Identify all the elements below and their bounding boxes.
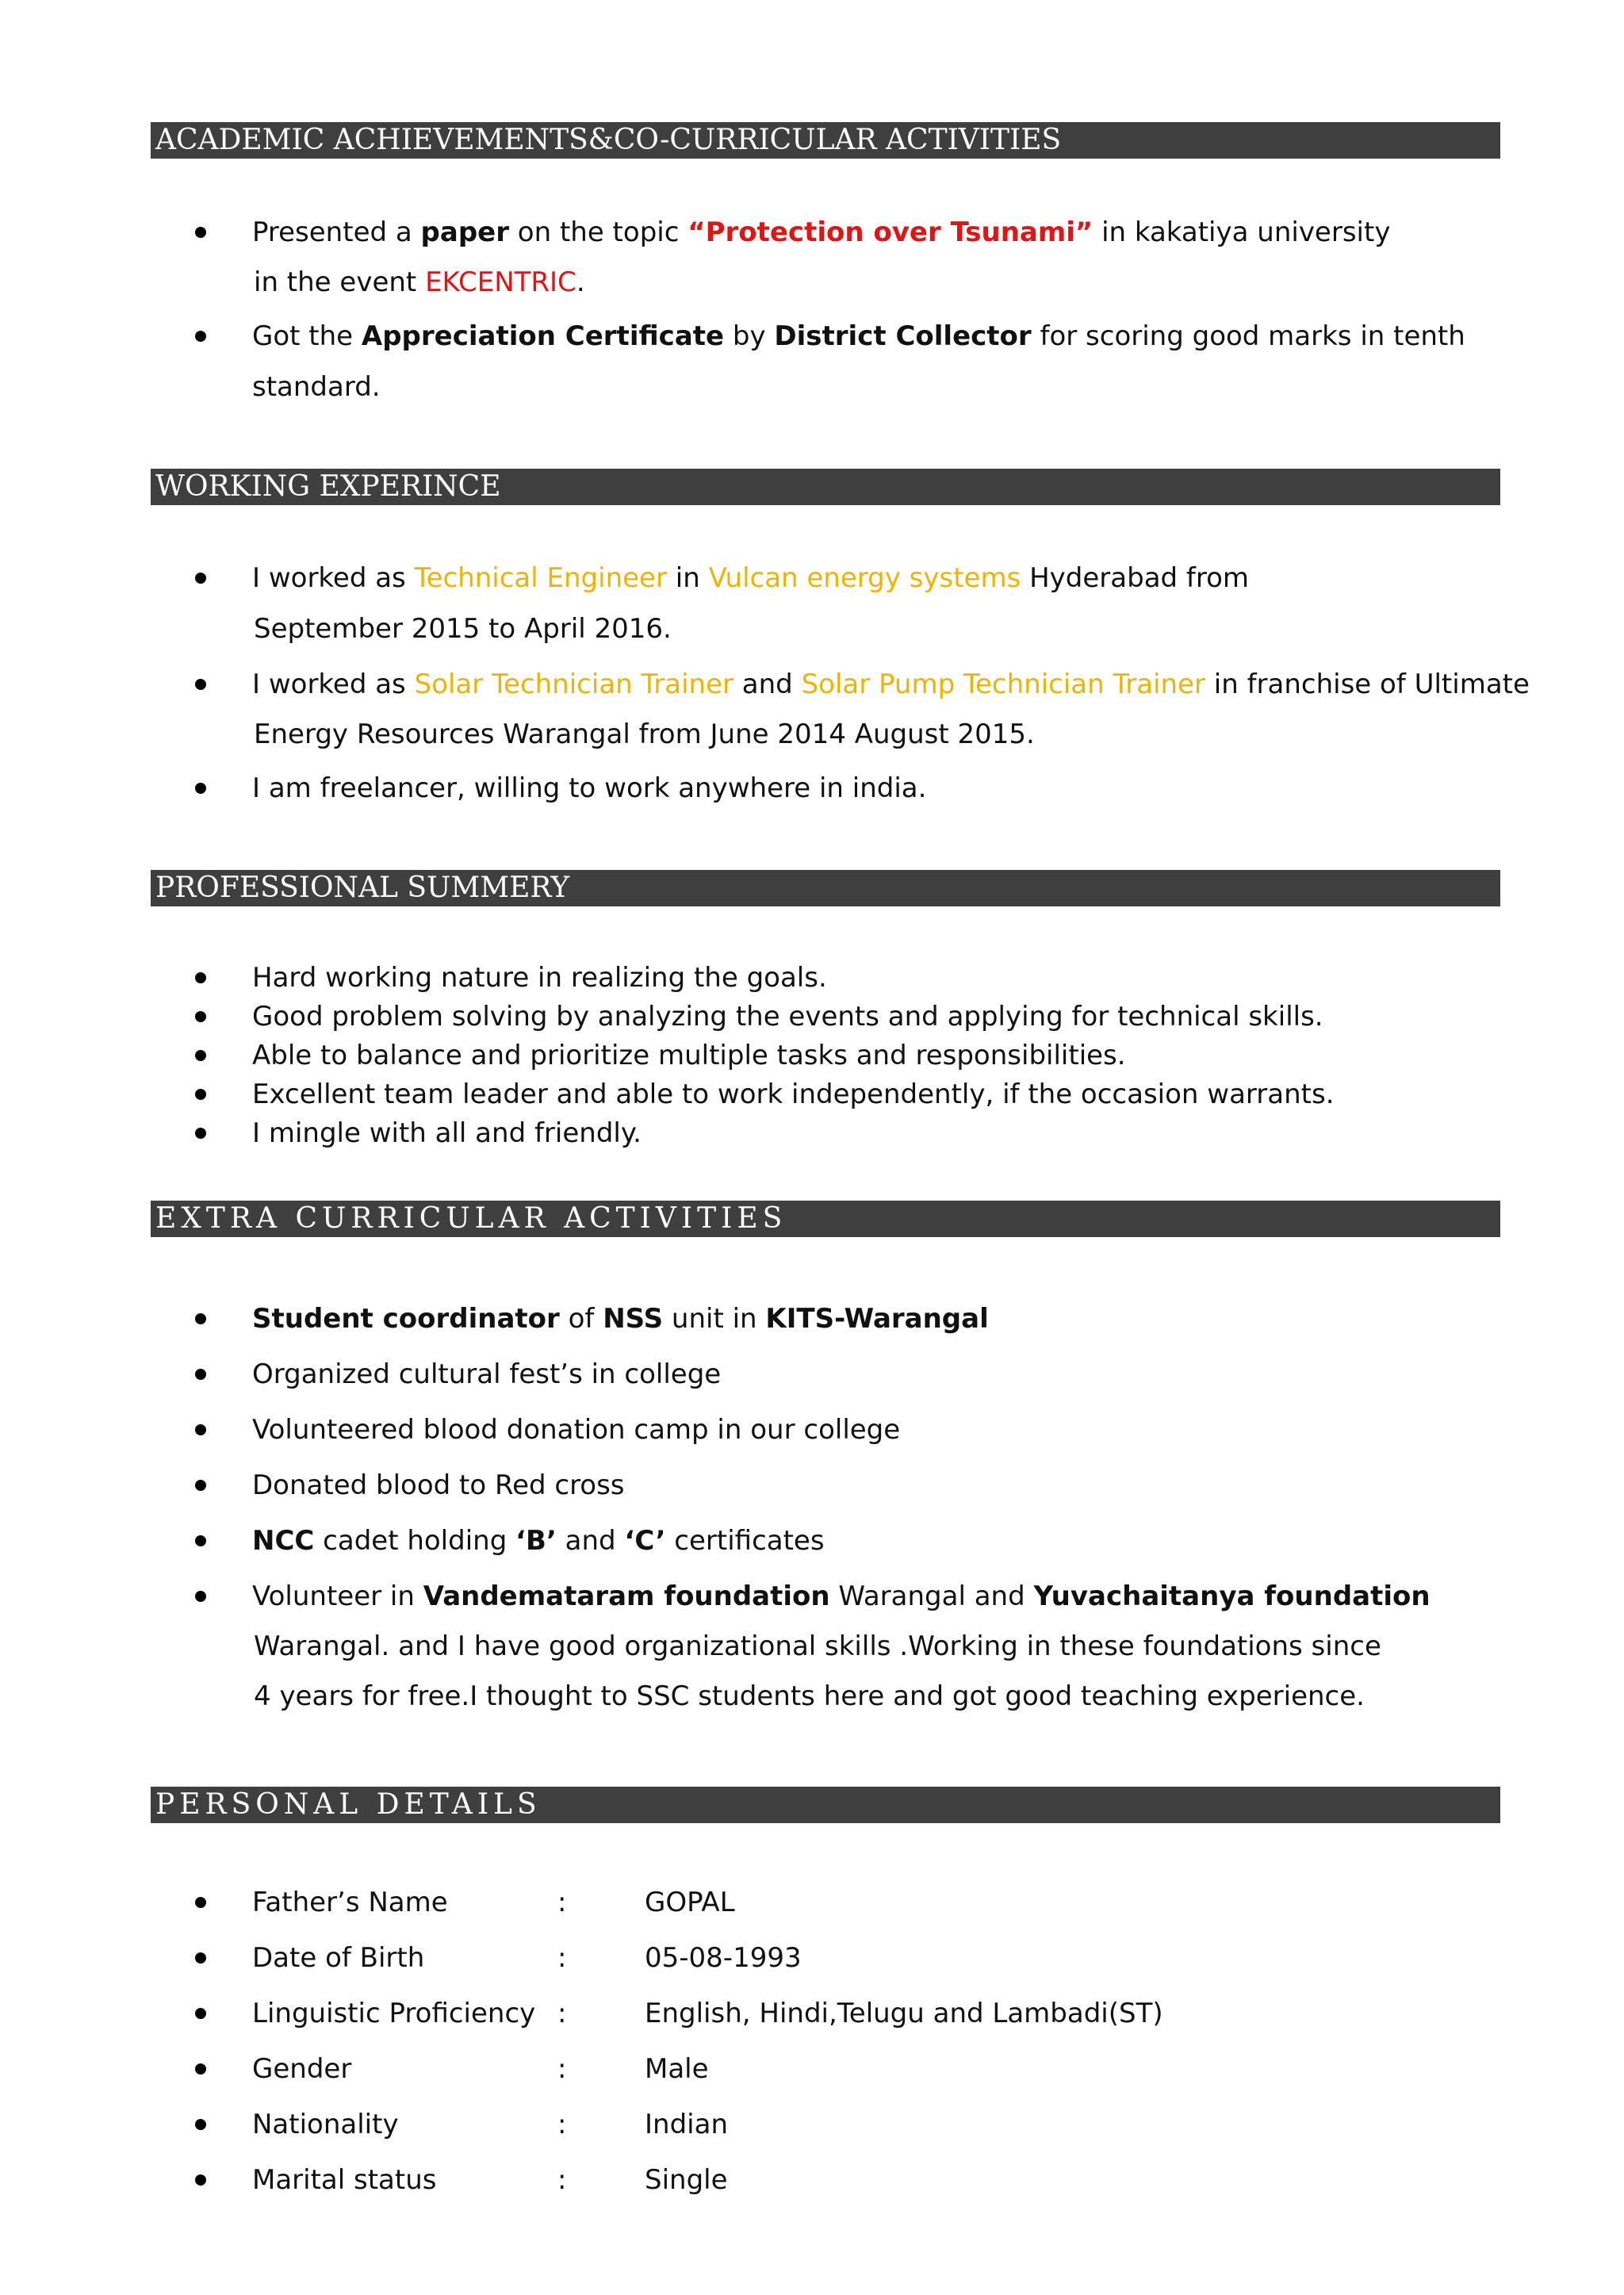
extra-item-1: Student coordinator of NSS unit in KITS-Warangal — [252, 1303, 989, 1335]
working-item-3: I am freelancer, willing to work anywhere in india. — [252, 772, 927, 804]
bullet-icon — [195, 2063, 206, 2075]
bullet-icon — [195, 1089, 206, 1100]
bullet-icon — [195, 2119, 206, 2130]
summary-item: Hard working nature in realizing the goals. — [252, 962, 827, 994]
academic-heading: ACADEMIC ACHIEVEMENTS&CO-CURRICULAR ACTIVITIES — [151, 122, 1500, 159]
personal-value-dob: 05-08-1993 — [645, 1942, 802, 1974]
extra-item-3: Volunteered blood donation camp in our college — [252, 1414, 901, 1446]
bullet-icon — [195, 2174, 206, 2186]
working-item-1-cont: September 2015 to April 2016. — [254, 613, 672, 645]
bullet-icon — [195, 1128, 206, 1139]
working-item-2: I worked as Solar Technician Trainer and Solar Pump Technician Trainer in franchise of Ultimate — [252, 669, 1530, 700]
academic-item-1-cont: in the event EKCENTRIC. — [254, 266, 585, 298]
personal-heading: PERSONAL DETAILS — [151, 1787, 1500, 1823]
personal-label-nationality: Nationality — [252, 2109, 399, 2140]
summary-item: Good problem solving by analyzing the events and applying for technical skills. — [252, 1001, 1323, 1033]
bullet-icon — [195, 1424, 206, 1435]
bullet-icon — [195, 1897, 206, 1908]
separator: : — [557, 1942, 567, 1974]
bullet-icon — [195, 331, 206, 342]
bullet-icon — [195, 1591, 206, 1602]
personal-value-nationality: Indian — [645, 2109, 728, 2140]
bullet-icon — [195, 972, 206, 983]
personal-value-language: English, Hindi,Telugu and Lambadi(ST) — [645, 1998, 1163, 2029]
bullet-icon — [195, 1313, 206, 1324]
academic-item-1: Presented a paper on the topic “Protection over Tsunami” in kakatiya university — [252, 216, 1391, 248]
personal-label-father: Father’s Name — [252, 1887, 448, 1918]
extra-item-2: Organized cultural fest’s in college — [252, 1358, 722, 1390]
personal-value-marital: Single — [645, 2164, 728, 2196]
bullet-icon — [195, 573, 206, 584]
separator: : — [557, 2109, 567, 2140]
extra-item-5: NCC cadet holding ‘B’ and ‘C’ certificates — [252, 1525, 825, 1557]
bullet-icon — [195, 227, 206, 238]
bullet-icon — [195, 1369, 206, 1380]
summary-heading: PROFESSIONAL SUMMERY — [151, 870, 1500, 906]
summary-item: I mingle with all and friendly. — [252, 1117, 642, 1149]
bullet-icon — [195, 2008, 206, 2019]
working-item-1: I worked as Technical Engineer in Vulcan energy systems Hyderabad from — [252, 562, 1250, 594]
bullet-icon — [195, 1480, 206, 1491]
separator: : — [557, 1887, 567, 1918]
bullet-icon — [195, 1952, 206, 1964]
personal-label-dob: Date of Birth — [252, 1942, 425, 1974]
bullet-icon — [195, 679, 206, 690]
personal-label-gender: Gender — [252, 2053, 352, 2085]
extra-heading: EXTRA CURRICULAR ACTIVITIES — [151, 1201, 1500, 1237]
extra-item-6: Volunteer in Vandemataram foundation Warangal and Yuvachaitanya foundation — [252, 1580, 1431, 1612]
personal-value-gender: Male — [645, 2053, 709, 2085]
personal-label-marital: Marital status — [252, 2164, 437, 2196]
separator: : — [557, 1998, 567, 2029]
separator: : — [557, 2053, 567, 2085]
extra-item-6-cont-1: Warangal. and I have good organizational skills .Working in these foundations since — [254, 1630, 1381, 1662]
bullet-icon — [195, 783, 206, 794]
bullet-icon — [195, 1050, 206, 1061]
academic-item-2: Got the Appreciation Certificate by District Collector for scoring good marks in tenth — [252, 320, 1465, 352]
extra-item-4: Donated blood to Red cross — [252, 1469, 625, 1501]
extra-item-6-cont-2: 4 years for free.I thought to SSC students here and got good teaching experience. — [254, 1680, 1365, 1712]
summary-item: Excellent team leader and able to work independently, if the occasion warrants. — [252, 1079, 1335, 1110]
working-item-2-cont: Energy Resources Warangal from June 2014 August 2015. — [254, 718, 1035, 750]
separator: : — [557, 2164, 567, 2196]
personal-label-language: Linguistic Proficiency — [252, 1998, 536, 2029]
working-heading: WORKING EXPERINCE — [151, 469, 1500, 505]
bullet-icon — [195, 1011, 206, 1022]
bullet-icon — [195, 1535, 206, 1546]
personal-value-father: GOPAL — [645, 1887, 735, 1918]
summary-item: Able to balance and prioritize multiple tasks and responsibilities. — [252, 1040, 1126, 1071]
academic-item-2-cont: standard. — [252, 371, 381, 403]
